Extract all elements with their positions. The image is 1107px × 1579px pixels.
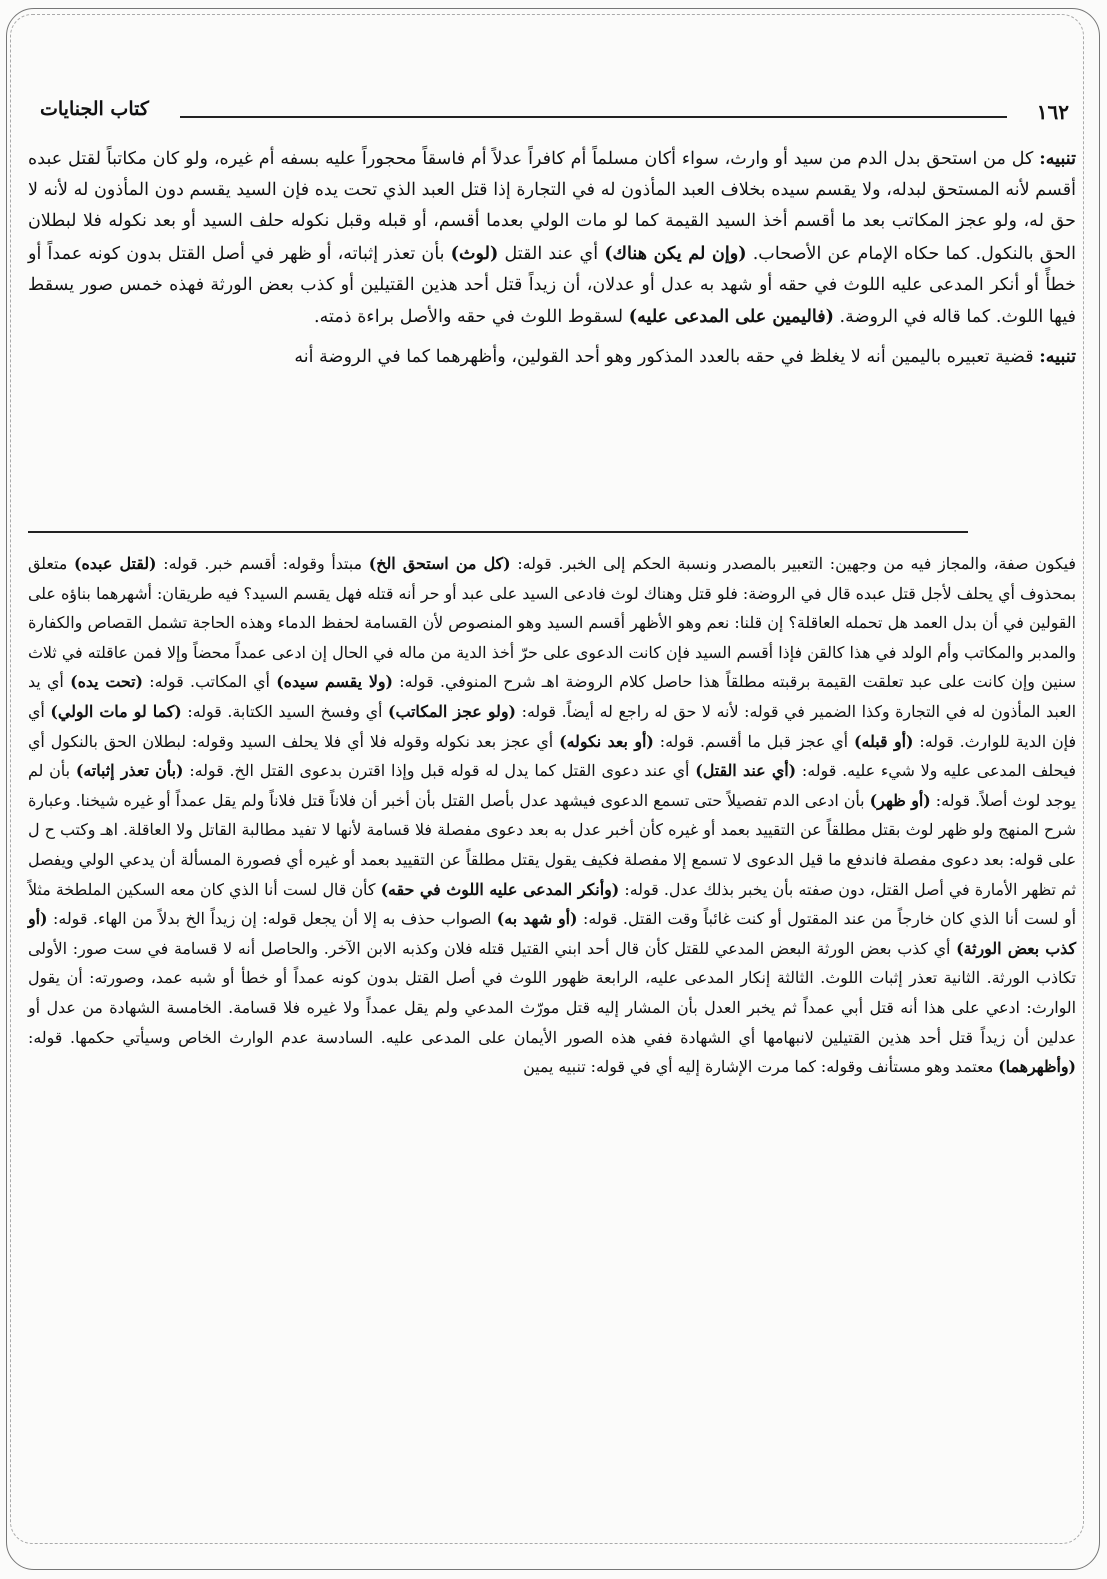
quoted-term: (بأن تعذر إثباته): [75, 761, 184, 781]
book-title: كتاب الجنايات: [40, 98, 149, 120]
quoted-term: (لوث): [450, 242, 499, 264]
text-run: فيكون صفة، والمجاز فيه من وجهين: التعبير بالمصدر ونسبة الحكم إلى الخبر. قوله:: [510, 554, 1076, 573]
main-text: [28, 143, 1076, 373]
quoted-term: (وإن لم يكن هناك): [604, 242, 747, 264]
commentary-text: [28, 549, 1076, 1082]
text-run: أي كذب بعض الورثة البعض المدعي للقتل كأن قال أحد ابني القتيل قتله فلان وكذبه الابن الآخر. والحاصل أنه لا قسامة في ست صور: الأولى تكاذب الورثة. الثانية تعذر إثبات اللوث. الثالثة إنكار المدعى عليه، الرابعة ظهور اللوث في أصل القتل بدون كونه عمداً أو خطأ أو شبه عمد، وصورته: أن يقول الوارث: ادعي على هذا أنه قتل أبي عمداً ثم يخبر العدل بأن المشار إليه قتل مورّث المدعي ولم يقل عمداً ولا غيره فلا قسامة. الخامسة الشهادة من عدل أو عدلين أن زيداً قتل أحد هذين القتيلين لانبهامها أي الشهادة ففي هذه الصور الأيمان على المدعى عليه. السادسة عدم الوارث الخاص وسيأتي حكمها. قوله:: [28, 938, 1076, 1047]
quoted-term: تنبيه:: [1039, 346, 1076, 368]
quoted-term: (ولو عجز المكاتب): [388, 701, 516, 721]
quoted-term: (فاليمين على المدعى عليه): [628, 306, 834, 328]
text-run: بأن لم يوجد لوث أصلاً. قوله:: [28, 761, 1076, 810]
text-run: أي وفسخ السيد الكتابة. قوله:: [181, 701, 388, 721]
quoted-term: (تحت يده): [70, 672, 143, 692]
quoted-term: (أو ظهر): [869, 790, 931, 810]
main-paragraph: [28, 143, 1076, 333]
text-run: معتمد وهو مستأنف وقوله: كما مرت الإشارة إليه أي في قوله: تنبيه يمين: [523, 1057, 999, 1077]
quoted-term: (وأنكر المدعى عليه اللوث في حقه): [380, 879, 620, 899]
text-run: الصواب حذف به إلا أن يجعل قوله: إن زيداً الخ بدلاً من الهاء. قوله:: [47, 909, 497, 929]
page-number: ١٦٢: [1036, 100, 1069, 124]
quoted-term: (أو قبله): [854, 731, 914, 751]
text-run: كل من استحق بدل الدم من سيد أو وارث، سواء أكان مسلماً أم كافراً عدلاً أم فاسقاً محجوراً عليه بسفه أم غيره، ولو كان مكاتباً لقتل عبده أقسم لأنه المستحق لبدله، ولا يقسم سيده بخلاف العبد المأذون له في التجارة إذا قتل العبد الذي تحت يده فإن السيد يقسم دون المأذون له لأنه لا حق له، ولو عجز المكاتب بعد ما أقسم أخذ السيد القيمة كما لو مات الولي بعدما أقسم، أو قبله وقبل نكوله حلف السيد أو بعد نكوله فلا لبطلان الحق بالنكول. كما حكاه الإمام عن الأصحاب.: [28, 149, 1076, 264]
quoted-term: تنبيه:: [1039, 148, 1076, 169]
text-run: بأن ادعى الدم تفصيلاً حتى تسمع الدعوى فيشهد عدل بأصل القتل بأن أخبر أن فلاناً قتل فلاناً ولم يقل عمداً أو غيره شيخنا. وعبارة شرح المنهج ولو ظهر لوث بقتل مطلقاً عن التقييد بعمد أو غيره كأن أخبر عدل به بعد دعوى مفصلة فلا قسامة لأنها لا تفيد مطالبة القاتل ولا العاقلة. اهـ وكتب ح ل على قوله: بعد دعوى مفصلة فاندفع ما قيل الدعوى لا تسمع إلا مفصلة فكيف يقول يقتل مطلقاً عن التقييد بعمد أو غيره أي فصورة المسألة أن يدعي الولي ويفصل ثم تظهر الأمارة في أصل القتل، دون صفته بأن يخبر بذلك عدل. قوله:: [28, 790, 1076, 899]
text-run: بأن تعذر إثباته، أو ظهر في أصل القتل بدون كونه عمداً أو خطأً أو أنكر المدعى عليه اللوث في حقه أو شهد به عدل أو عدلان، أن زيداً قتل أحد هذين القتيلين أو كذب بعض الورثة فهذه خمس صور يسقط فيها اللوث. كما قاله في الروضة.: [28, 243, 1076, 328]
text-run: أي عجز قبل ما أقسم. قوله:: [653, 731, 855, 751]
commentary-paragraph: [28, 549, 1076, 1082]
quoted-term: (كما لو مات الولي): [50, 701, 182, 721]
quoted-term: (أو بعد نكوله): [559, 731, 654, 751]
quoted-term: (أو شهد به): [496, 909, 578, 929]
text-run: أي عجز بعد نكوله وقوله فلا أي فلا يحلف السيد وقوله: لبطلان الحق بالنكول أي فيحلف المدعى عليه ولا شيء عليه. قوله:: [28, 731, 1076, 781]
text-run: أي فإن الدية للوارث. قوله:: [28, 701, 1077, 751]
text-run: أي يد العبد المأذون له في التجارة وكذا الضمير في قوله: لأنه لا حق له راجع له أيضاً. قوله:: [28, 672, 1076, 721]
quoted-term: (لقتل عبده): [74, 554, 157, 573]
page-header: [30, 96, 1077, 130]
text-run: كأن قال لست أنا الذي كان معه السكين الملطخة مثلاً أو لست أنا الذي كان خارجاً من عند المقتول أو كنت غائباً وقت القتل. قوله:: [28, 879, 1076, 929]
text-run: متعلق بمحذوف أي يحلف لأجل قتل عبده قال في الروضة: فلو قتل وهناك لوث فادعى السيد على عبد أو حر أنه قتله فهل يقسم السيد؟ فيه طريقان: أشهرهما بناؤه على القولين في أن بدل العمد هل تحمله العاقلة؟ إن قلنا: نعم وهو الأظهر أقسم السيد وهو المنصوص لأن القسامة لحفظ الدماء وهذه الحاجة تشمل القصاص والكفارة والمدبر والمكاتب وأم الولد في هذا كالقن فإذا أقسم السيد فإن كانت الدعوى على حرّ أخذ الدية من ماله في الحال إن ادعى عمداً محضاً وإلا فمن عاقلته في ثلاث سنين وإن كانت على عبد تعلقت القيمة برقبته مطلقاً هذا حاصل كلام الروضة اهـ شرح المنوفي. قوله:: [28, 554, 1076, 692]
text-run: قضية تعبيره باليمين أنه لا يغلظ في حقه بالعدد المذكور وهو أحد القولين، وأظهرهما كما في الروضة أنه: [294, 347, 1040, 368]
quoted-term: (ولا يقسم سيده): [276, 672, 393, 692]
main-paragraph: [28, 341, 1076, 373]
text-run: لسقوط اللوث في حقه والأصل براءة ذمته.: [314, 307, 629, 328]
header-rule: [180, 116, 1007, 118]
quoted-term: (أي عند القتل): [695, 761, 797, 781]
quoted-term: (وأظهرهما): [998, 1057, 1076, 1077]
text-run: أي المكاتب. قوله:: [142, 672, 277, 692]
text-run: أي عند دعوى القتل كما يدل له قوله قبل وإذا اقترن بدعوى القتل الخ. قوله:: [183, 761, 696, 781]
footnote-separator: [28, 531, 968, 533]
quoted-term: (أو كذب بعض الورثة): [28, 909, 1076, 958]
text-run: مبتدأ وقوله: أقسم خبر. قوله:: [156, 554, 369, 573]
quoted-term: (كل من استحق الخ): [368, 554, 511, 573]
text-run: أي عند القتل: [498, 243, 605, 264]
